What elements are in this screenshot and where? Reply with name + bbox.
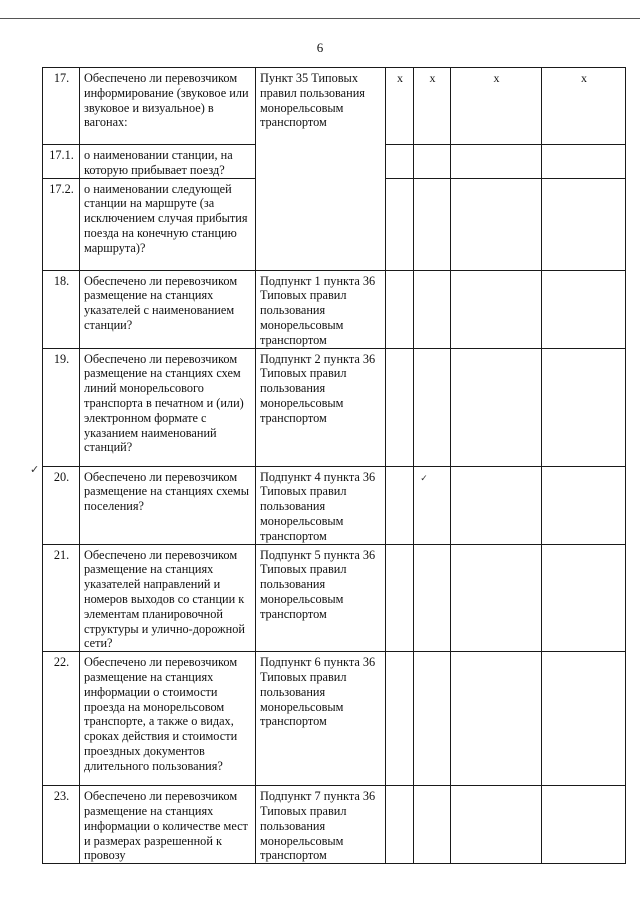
row-number: 17. (43, 68, 80, 145)
question-cell: Обеспечено ли перевозчиком размещение на станциях информации о стоимости проезда на монорельсовом транспорте, а также о видах, сроках действия и стоимости проездных документов длительного пользования? (80, 652, 256, 786)
row-number: 20. (43, 466, 80, 544)
table-row (43, 68, 626, 145)
answer-cell (414, 145, 451, 179)
answer-cell (386, 348, 414, 466)
answer-cell (451, 348, 542, 466)
top-border-line (0, 18, 640, 19)
page-number: 6 (316, 40, 324, 55)
table-row (43, 786, 626, 864)
reference-cell: Подпункт 2 пункта 36 Типовых правил пользования монорельсовым транспортом (256, 348, 386, 466)
checklist-table (42, 67, 626, 864)
answer-cell (386, 652, 414, 786)
answer-cell (542, 652, 626, 786)
question-cell: Обеспечено ли перевозчиком размещение на станциях схем линий монорельсового транспорта в печатном и (или) электронном формате с указанием наименований станций? (80, 348, 256, 466)
reference-cell: Подпункт 7 пункта 36 Типовых правил пользования монорельсовым транспортом (256, 786, 386, 864)
answer-cell (451, 145, 542, 179)
margin-check-mark: ✓ (30, 464, 40, 476)
question-cell: Обеспечено ли перевозчиком размещение на станциях информации о количестве мест и размерах разрешенной к провозу (80, 786, 256, 864)
answer-cell (542, 270, 626, 348)
question-cell: о наименовании станции, на которую прибывает поезд? (80, 145, 256, 179)
reference-cell: Подпункт 4 пункта 36 Типовых правил пользования монорельсовым транспортом (256, 466, 386, 544)
answer-cell (542, 348, 626, 466)
reference-cell: Подпункт 1 пункта 36 Типовых правил пользования монорельсовым транспортом (256, 270, 386, 348)
question-cell: Обеспечено ли перевозчиком размещение на станциях указателей направлений и номеров выходов со станции к элементам планировочной структуры и улично-дорожной сети? (80, 544, 256, 652)
question-cell: Обеспечено ли перевозчиком информирование (звуковое или звуковое и визуальное) в вагонах: (80, 68, 256, 145)
row-number: 17.2. (43, 178, 80, 270)
table-row (43, 466, 626, 544)
question-cell: о наименовании следующей станции на маршруте (за исключением случая прибытия поезда на конечную станцию маршрута)? (80, 178, 256, 270)
table-row (43, 270, 626, 348)
answer-cell (542, 786, 626, 864)
answer-cell (386, 786, 414, 864)
mark-cell: x (542, 68, 626, 145)
question-cell: Обеспечено ли перевозчиком размещение на станциях указателей с наименованием станции? (80, 270, 256, 348)
answer-cell (542, 466, 626, 544)
answer-cell (451, 652, 542, 786)
table-row (43, 544, 626, 652)
answer-cell (386, 466, 414, 544)
row-number: 21. (43, 544, 80, 652)
answer-cell (414, 544, 451, 652)
answer-cell (542, 178, 626, 270)
answer-cell (386, 145, 414, 179)
answer-cell (414, 786, 451, 864)
answer-cell (414, 466, 451, 544)
answer-cell (451, 544, 542, 652)
answer-cell (451, 270, 542, 348)
answer-cell (414, 178, 451, 270)
row-number: 23. (43, 786, 80, 864)
row-number: 19. (43, 348, 80, 466)
row-number: 22. (43, 652, 80, 786)
pen-tick-mark: ✓ (418, 472, 428, 483)
answer-cell (451, 786, 542, 864)
reference-cell: Пункт 35 Типовых правил пользования монорельсовым транспортом (256, 68, 386, 271)
question-cell: Обеспечено ли перевозчиком размещение на станциях схемы поселения? (80, 466, 256, 544)
answer-cell (542, 544, 626, 652)
reference-cell: Подпункт 6 пункта 36 Типовых правил пользования монорельсовым транспортом (256, 652, 386, 786)
mark-cell: x (451, 68, 542, 145)
row-number: 17.1. (43, 145, 80, 179)
answer-cell (386, 544, 414, 652)
table-row (43, 348, 626, 466)
mark-cell: x (386, 68, 414, 145)
answer-cell (451, 178, 542, 270)
row-number: 18. (43, 270, 80, 348)
answer-cell (414, 652, 451, 786)
answer-cell (386, 178, 414, 270)
answer-cell (542, 145, 626, 179)
answer-cell (386, 270, 414, 348)
answer-cell (414, 270, 451, 348)
answer-cell (451, 466, 542, 544)
mark-cell: x (414, 68, 451, 145)
reference-cell: Подпункт 5 пункта 36 Типовых правил пользования монорельсовым транспортом (256, 544, 386, 652)
answer-cell (414, 348, 451, 466)
table-row (43, 652, 626, 786)
